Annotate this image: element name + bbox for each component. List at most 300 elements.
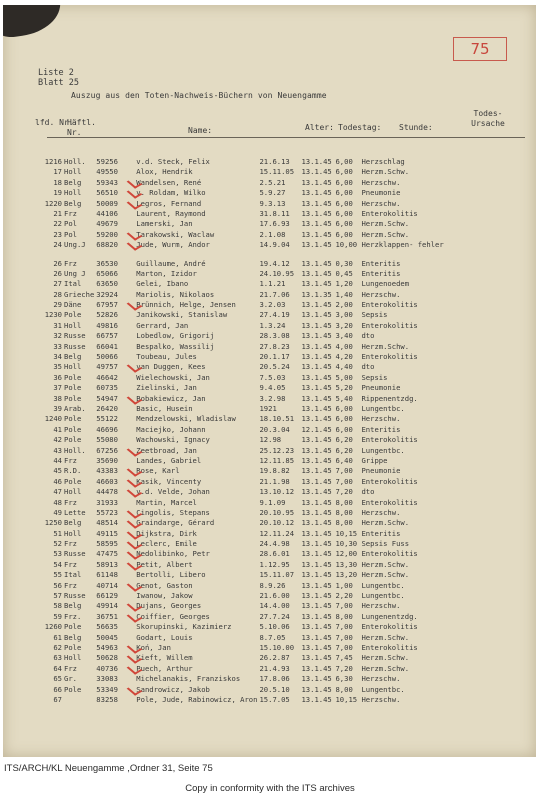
entry-number: 56 <box>53 580 62 590</box>
death-hour: 3,20 <box>335 320 353 330</box>
entry-number: 67 <box>53 694 62 704</box>
birth-date: 14.4.00 <box>259 601 290 611</box>
table-row <box>36 539 446 549</box>
death-hour: 5,00 <box>335 372 353 382</box>
prisoner-number: 31933 <box>96 497 118 507</box>
prisoner-number: 68820 <box>96 240 136 250</box>
prisoner-number: 36530 <box>96 258 118 268</box>
prisoner-name: Gerrard, Jan <box>136 320 189 330</box>
entry-number: 21 <box>53 208 62 218</box>
entry-number: 18 <box>53 177 62 187</box>
prisoner-name: Jude, Wurm, Andor <box>136 240 210 250</box>
nationality: Pole <box>64 622 82 632</box>
prisoner-name: Brünnich, Helge, Jensen <box>136 300 236 310</box>
table-row <box>36 362 446 372</box>
death-date: 13.1.45 <box>301 320 332 330</box>
prisoner-number: 53349 <box>96 685 136 695</box>
entry-number: 61 <box>53 632 62 642</box>
table-row <box>36 404 446 414</box>
prisoner-name: Rose, Karl <box>136 466 180 476</box>
prisoner-name: Martin, Marcel <box>136 497 197 507</box>
birth-date: 12.11.85 <box>259 455 295 465</box>
entry-number: 35 <box>53 362 62 372</box>
prisoner-number: 58913 <box>96 560 136 570</box>
death-hour: 6,00 <box>335 424 353 434</box>
table-row <box>36 199 446 209</box>
death-records-table <box>36 157 446 705</box>
death-date: 13.1.45 <box>301 570 332 580</box>
death-cause: Herzm.Schw. <box>361 518 410 528</box>
prisoner-name: Dijkstra, Dirk <box>136 528 197 538</box>
table-row <box>36 167 446 177</box>
nationality: Russe <box>64 549 86 559</box>
prisoner-name: Genot, Gaston <box>136 580 193 590</box>
prisoner-number: 50628 <box>96 653 136 663</box>
entry-number: 24 <box>53 240 62 250</box>
death-date: 13.1.45 <box>301 414 332 424</box>
death-cause: dto <box>361 362 375 372</box>
birth-date: 21.1.98 <box>259 476 290 486</box>
death-date: 13.1.45 <box>301 188 332 198</box>
death-hour: 8,00 <box>335 518 353 528</box>
death-date: 13.1.45 <box>301 559 332 569</box>
death-cause: Enterokolitis <box>361 497 418 507</box>
birth-date: 24.10.95 <box>259 268 295 278</box>
death-hour: 10,30 <box>335 539 358 549</box>
death-cause: Enterokolitis <box>361 642 418 652</box>
table-row <box>36 529 446 539</box>
birth-date: 3.2.98 <box>259 393 286 403</box>
entry-number: 64 <box>53 663 62 673</box>
birth-date: 27.8.23 <box>259 341 290 351</box>
prisoner-number: 65066 <box>96 268 118 278</box>
death-hour: 1,40 <box>335 289 353 299</box>
death-date: 13.1.45 <box>301 383 332 393</box>
prisoner-number: 66757 <box>96 331 118 341</box>
prisoner-number: 35690 <box>96 455 118 465</box>
entry-number: 59 <box>53 611 62 621</box>
prisoner-number: 67256 <box>96 446 136 456</box>
death-date: 13.1.45 <box>301 310 332 320</box>
nationality: Belg <box>64 177 82 187</box>
birth-date: 2.5.21 <box>259 177 286 187</box>
birth-date: 20.10.12 <box>259 518 295 528</box>
death-cause: Herzm.Schw. <box>361 632 410 642</box>
prisoner-name: Mariolis, Nikolaos <box>136 289 215 299</box>
col-todestag: Todestag: <box>338 123 382 132</box>
death-date: 13.1.45 <box>301 539 332 549</box>
nationality: Ung.J <box>64 240 86 250</box>
list-number: Liste 2 <box>38 68 74 78</box>
death-date: 13.1.45 <box>301 372 332 382</box>
nationality: Pole <box>64 435 82 445</box>
nationality: Holl <box>64 167 82 177</box>
entry-number: 42 <box>53 435 62 445</box>
prisoner-number: 36751 <box>96 612 136 622</box>
nationality: Ital <box>64 570 82 580</box>
death-date: 13.1.45 <box>301 466 332 476</box>
death-date: 13.1.45 <box>301 528 332 538</box>
birth-date: 1.3.24 <box>259 320 286 330</box>
page-number-stamp: 75 <box>453 37 507 61</box>
table-row <box>36 394 446 404</box>
death-cause: Enterokolitis <box>361 476 418 486</box>
table-row <box>36 425 446 435</box>
prisoner-name: Landes, Gabriel <box>136 455 202 465</box>
death-hour: 13,20 <box>335 570 358 580</box>
nationality: Pole <box>64 476 82 486</box>
death-date: 13.1.45 <box>301 393 332 403</box>
birth-date: 19.4.12 <box>259 258 290 268</box>
birth-date: 15.11.07 <box>259 570 295 580</box>
prisoner-name: Koń, Jan <box>136 642 171 652</box>
entry-number: 45 <box>53 466 62 476</box>
death-hour: 6,00 <box>335 188 353 198</box>
prisoner-name: Janikowski, Stanislaw <box>136 310 228 320</box>
death-cause: Enteritis <box>361 258 401 268</box>
entry-number: 48 <box>53 497 62 507</box>
prisoner-name: Mendzelowski, Wladislaw <box>136 414 236 424</box>
death-date: 13.1.35 <box>301 289 332 299</box>
death-cause: Enterokolitis <box>361 208 418 218</box>
entry-number: 19 <box>53 188 62 198</box>
table-row <box>36 219 446 229</box>
entry-number: 51 <box>53 528 62 538</box>
death-hour: 6,20 <box>335 435 353 445</box>
prisoner-name: Lobedlow, Grigorij <box>136 331 215 341</box>
table-row <box>36 622 446 632</box>
death-hour: 6,00 <box>335 177 353 187</box>
prisoner-name: Laurent, Raymond <box>136 208 206 218</box>
death-hour: 0,30 <box>335 258 353 268</box>
death-cause: Enteritis <box>361 424 401 434</box>
prisoner-name: Bespalko, Wassilij <box>136 341 215 351</box>
table-row <box>36 549 446 559</box>
entry-number: 31 <box>53 320 62 330</box>
nationality: Pol <box>64 229 77 239</box>
death-cause: Sepsis Fuss <box>361 539 410 549</box>
birth-date: 1.1.21 <box>259 279 286 289</box>
death-date: 13.1.45 <box>301 219 332 229</box>
table-row <box>36 251 446 259</box>
death-date: 13.1.45 <box>301 229 332 239</box>
prisoner-number: 50066 <box>96 352 118 362</box>
table-row <box>36 446 446 456</box>
death-hour: 3,00 <box>335 310 353 320</box>
nationality: Pole <box>64 642 82 652</box>
table-row <box>36 643 446 653</box>
death-hour: 6,00 <box>335 157 353 166</box>
death-hour: 10,15 <box>335 528 358 538</box>
prisoner-number: 46696 <box>96 424 118 434</box>
nationality: Frz <box>64 258 77 268</box>
prisoner-number: 44106 <box>96 208 118 218</box>
table-row <box>36 560 446 570</box>
birth-date: 27.7.24 <box>259 611 290 621</box>
nationality: Pole <box>64 414 82 424</box>
prisoner-name: Petit, Albert <box>136 559 193 569</box>
death-hour: 7,00 <box>335 632 353 642</box>
death-date: 13.1.45 <box>301 279 332 289</box>
birth-date: 8.7.05 <box>259 632 286 642</box>
entry-number: 28 <box>53 289 62 299</box>
death-date: 13.1.45 <box>301 300 332 310</box>
entry-number: 37 <box>53 383 62 393</box>
birth-date: 12.11.24 <box>259 528 295 538</box>
nationality: Belg <box>64 601 82 611</box>
nationality: Holl <box>64 188 82 198</box>
table-row <box>36 508 446 518</box>
death-date: 13.1.45 <box>301 632 332 642</box>
death-hour: 6,20 <box>335 445 353 455</box>
death-cause: Enterokolitis <box>361 622 418 632</box>
death-date: 12.1.45 <box>301 424 332 434</box>
entry-number: 1260 <box>44 622 62 632</box>
table-row <box>36 310 446 320</box>
table-row <box>36 300 446 310</box>
table-row <box>36 290 446 300</box>
death-hour: 6,00 <box>335 403 353 413</box>
entry-number: 49 <box>53 507 62 517</box>
nationality: Holl <box>64 362 82 372</box>
prisoner-name: Bertolli, Libero <box>136 570 206 580</box>
death-hour: 8,00 <box>335 497 353 507</box>
prisoner-number: 59343 <box>96 178 136 188</box>
table-row <box>36 581 446 591</box>
death-date: 13.1.45 <box>301 208 332 218</box>
birth-date: 15.11.05 <box>259 167 295 177</box>
death-date: 13.1.45 <box>301 157 332 166</box>
birth-date: 21.4.93 <box>259 663 290 673</box>
prisoner-number: 59256 <box>96 157 118 166</box>
death-cause: Pneumonie <box>361 383 401 393</box>
death-cause: Grippe <box>361 455 388 465</box>
entry-number: 26 <box>53 258 62 268</box>
death-date: 13.1.45 <box>301 268 332 278</box>
death-cause: Herzschw. <box>361 289 401 299</box>
birth-date: 5.9.27 <box>259 188 286 198</box>
nationality: Frz <box>64 208 77 218</box>
nationality: Ung J <box>64 268 86 278</box>
entry-number: 58 <box>53 601 62 611</box>
death-date: 13.1.45 <box>301 653 332 663</box>
death-cause: Herzm.Schw. <box>361 341 410 351</box>
death-cause: Enteritis <box>361 268 401 278</box>
prisoner-name: Tarakowski, Waclaw <box>136 229 215 239</box>
table-row <box>36 414 446 424</box>
death-hour: 6,00 <box>335 208 353 218</box>
death-date: 13.1.45 <box>301 167 332 177</box>
table-row <box>36 601 446 611</box>
nationality: Pole <box>64 684 82 694</box>
table-row <box>36 209 446 219</box>
prisoner-name: Sandrowicz, Jakob <box>136 684 210 694</box>
death-cause: Lungentbc. <box>361 591 405 601</box>
birth-date: 8.9.26 <box>259 580 286 590</box>
prisoner-number: 50009 <box>96 199 136 209</box>
entry-number: 1250 <box>44 518 62 528</box>
death-hour: 4,00 <box>335 341 353 351</box>
death-date: 13.1.45 <box>301 258 332 268</box>
nationality: Holl <box>64 528 82 538</box>
birth-date: 15.7.05 <box>259 694 290 704</box>
table-row <box>36 591 446 601</box>
death-date: 13.1.45 <box>301 352 332 362</box>
entry-number: 1230 <box>44 310 62 320</box>
col-stunde: Stunde: <box>399 123 433 132</box>
death-cause: Herzm.Schw. <box>361 559 410 569</box>
entry-number: 1240 <box>44 414 62 424</box>
prisoner-name: v.d. Velde, Johan <box>136 487 210 497</box>
prisoner-name: Wachowski, Ignacy <box>136 435 210 445</box>
table-row <box>36 230 446 240</box>
birth-date: 9.1.09 <box>259 497 286 507</box>
death-hour: 8,00 <box>335 611 353 621</box>
nationality: Belg <box>64 518 82 528</box>
entry-number: 23 <box>53 229 62 239</box>
nationality: Pole <box>64 424 82 434</box>
death-hour: 1,00 <box>335 580 353 590</box>
death-hour: 7,00 <box>335 601 353 611</box>
prisoner-name: Gelei, Ibano <box>136 279 189 289</box>
table-row <box>36 178 446 188</box>
prisoner-number: 43383 <box>96 466 136 476</box>
prisoner-name: Dujans, Georges <box>136 601 202 611</box>
table-row <box>36 477 446 487</box>
table-row <box>36 695 446 705</box>
death-date: 13.1.45 <box>301 331 332 341</box>
prisoner-number: 49115 <box>96 529 136 539</box>
death-date: 13.1.45 <box>301 198 332 208</box>
birth-date: 18.10.51 <box>259 414 295 424</box>
col-name: Name: <box>188 126 213 135</box>
prisoner-name: Nedolibinko, Petr <box>136 549 210 559</box>
death-date: 13.1.45 <box>301 518 332 528</box>
death-cause: Lungentbc. <box>361 445 405 455</box>
prisoner-number: 47475 <box>96 549 136 559</box>
birth-date: 17.6.93 <box>259 219 290 229</box>
prisoner-name: Marton, Izidor <box>136 268 197 278</box>
prisoner-name: Kasik, Vincenty <box>136 476 202 486</box>
nationality: Ital <box>64 279 82 289</box>
birth-date: 5.10.06 <box>259 622 290 632</box>
death-hour: 8,00 <box>335 684 353 694</box>
death-cause: Herzschw. <box>361 507 401 517</box>
birth-date: 26.2.87 <box>259 653 290 663</box>
death-date: 13.1.45 <box>301 455 332 465</box>
nationality: Frz <box>64 580 77 590</box>
prisoner-name: Kieft, Willem <box>136 653 193 663</box>
death-hour: 7,20 <box>335 487 353 497</box>
death-date: 13.1.45 <box>301 445 332 455</box>
prisoner-number: 52826 <box>96 310 118 320</box>
entry-number: 29 <box>53 300 62 310</box>
death-hour: 2,20 <box>335 591 353 601</box>
prisoner-number: 44478 <box>96 487 136 497</box>
entry-number: 44 <box>53 455 62 465</box>
entry-number: 55 <box>53 570 62 580</box>
birth-date: 3.2.03 <box>259 300 286 310</box>
prisoner-number: 49679 <box>96 219 118 229</box>
entry-number: 33 <box>53 341 62 351</box>
death-hour: 7,00 <box>335 642 353 652</box>
birth-date: 9.3.13 <box>259 198 286 208</box>
table-row <box>36 188 446 198</box>
document-title: Auszug aus den Toten-Nachweis-Büchern von Neuengamme <box>71 91 327 100</box>
prisoner-number: 48514 <box>96 518 136 528</box>
nationality: Grieche <box>64 289 95 299</box>
birth-date: 20.5.24 <box>259 362 290 372</box>
death-cause: Lungentbc. <box>361 580 405 590</box>
nationality: Arab. <box>64 403 86 413</box>
death-date: 13.1.45 <box>301 240 332 250</box>
prisoner-name: Zielinski, Jan <box>136 383 197 393</box>
birth-date: 2.1.08 <box>259 229 286 239</box>
death-cause: Herzschw. <box>361 674 401 684</box>
death-cause: Herzm.Schw. <box>361 663 410 673</box>
birth-date: 21.6.13 <box>259 157 290 166</box>
death-hour: 3,40 <box>335 331 353 341</box>
table-row <box>36 498 446 508</box>
table-row <box>36 456 446 466</box>
birth-date: 1921 <box>259 403 277 413</box>
death-cause: dto <box>361 331 375 341</box>
table-row <box>36 570 446 580</box>
death-date: 13.1.45 <box>301 476 332 486</box>
prisoner-name: Godart, Louis <box>136 632 193 642</box>
birth-date: 20.5.10 <box>259 684 290 694</box>
death-cause: Enterokolitis <box>361 300 418 310</box>
birth-date: 28.3.08 <box>259 331 290 341</box>
table-row <box>36 240 446 250</box>
birth-date: 20.10.95 <box>259 507 295 517</box>
birth-date: 20.1.17 <box>259 352 290 362</box>
prisoner-name: Coiffier, Georges <box>136 611 210 621</box>
prisoner-name: van Duggen, Kees <box>136 362 206 372</box>
death-cause: Herzm.Schw. <box>361 570 410 580</box>
death-cause: Enterokolitis <box>361 435 418 445</box>
death-hour: 4,20 <box>335 352 353 362</box>
death-date: 13.1.45 <box>301 591 332 601</box>
death-date: 13.1.45 <box>301 497 332 507</box>
death-hour: 2,00 <box>335 300 353 310</box>
prisoner-name: Zeetbroad, Jan <box>136 445 197 455</box>
table-row <box>36 352 446 362</box>
nationality: Russe <box>64 591 86 601</box>
prisoner-number: 66041 <box>96 341 118 351</box>
table-row <box>36 518 446 528</box>
death-date: 13.1.45 <box>301 177 332 187</box>
entry-number: 54 <box>53 559 62 569</box>
prisoner-number: 55723 <box>96 508 136 518</box>
entry-number: 27 <box>53 279 62 289</box>
prisoner-number: 67957 <box>96 300 136 310</box>
death-date: 13.1.45 <box>301 642 332 652</box>
prisoner-number: 46642 <box>96 372 118 382</box>
death-date: 13.1.45 <box>301 507 332 517</box>
death-hour: 10,15 <box>335 694 358 704</box>
nationality: Pole <box>64 393 82 403</box>
col-alter: Alter: <box>305 123 334 132</box>
death-cause: Herzm.Schw. <box>361 229 410 239</box>
prisoner-name: v. Roldam, Wilko <box>136 188 206 198</box>
prisoner-name: Pole, Jude, Rabinowicz, Aron <box>136 694 258 704</box>
birth-date: 19.8.82 <box>259 466 290 476</box>
prisoner-number: 60735 <box>96 383 118 393</box>
entry-number: 38 <box>53 393 62 403</box>
birth-date: 7.5.03 <box>259 372 286 382</box>
death-cause: Pneumonie <box>361 188 401 198</box>
